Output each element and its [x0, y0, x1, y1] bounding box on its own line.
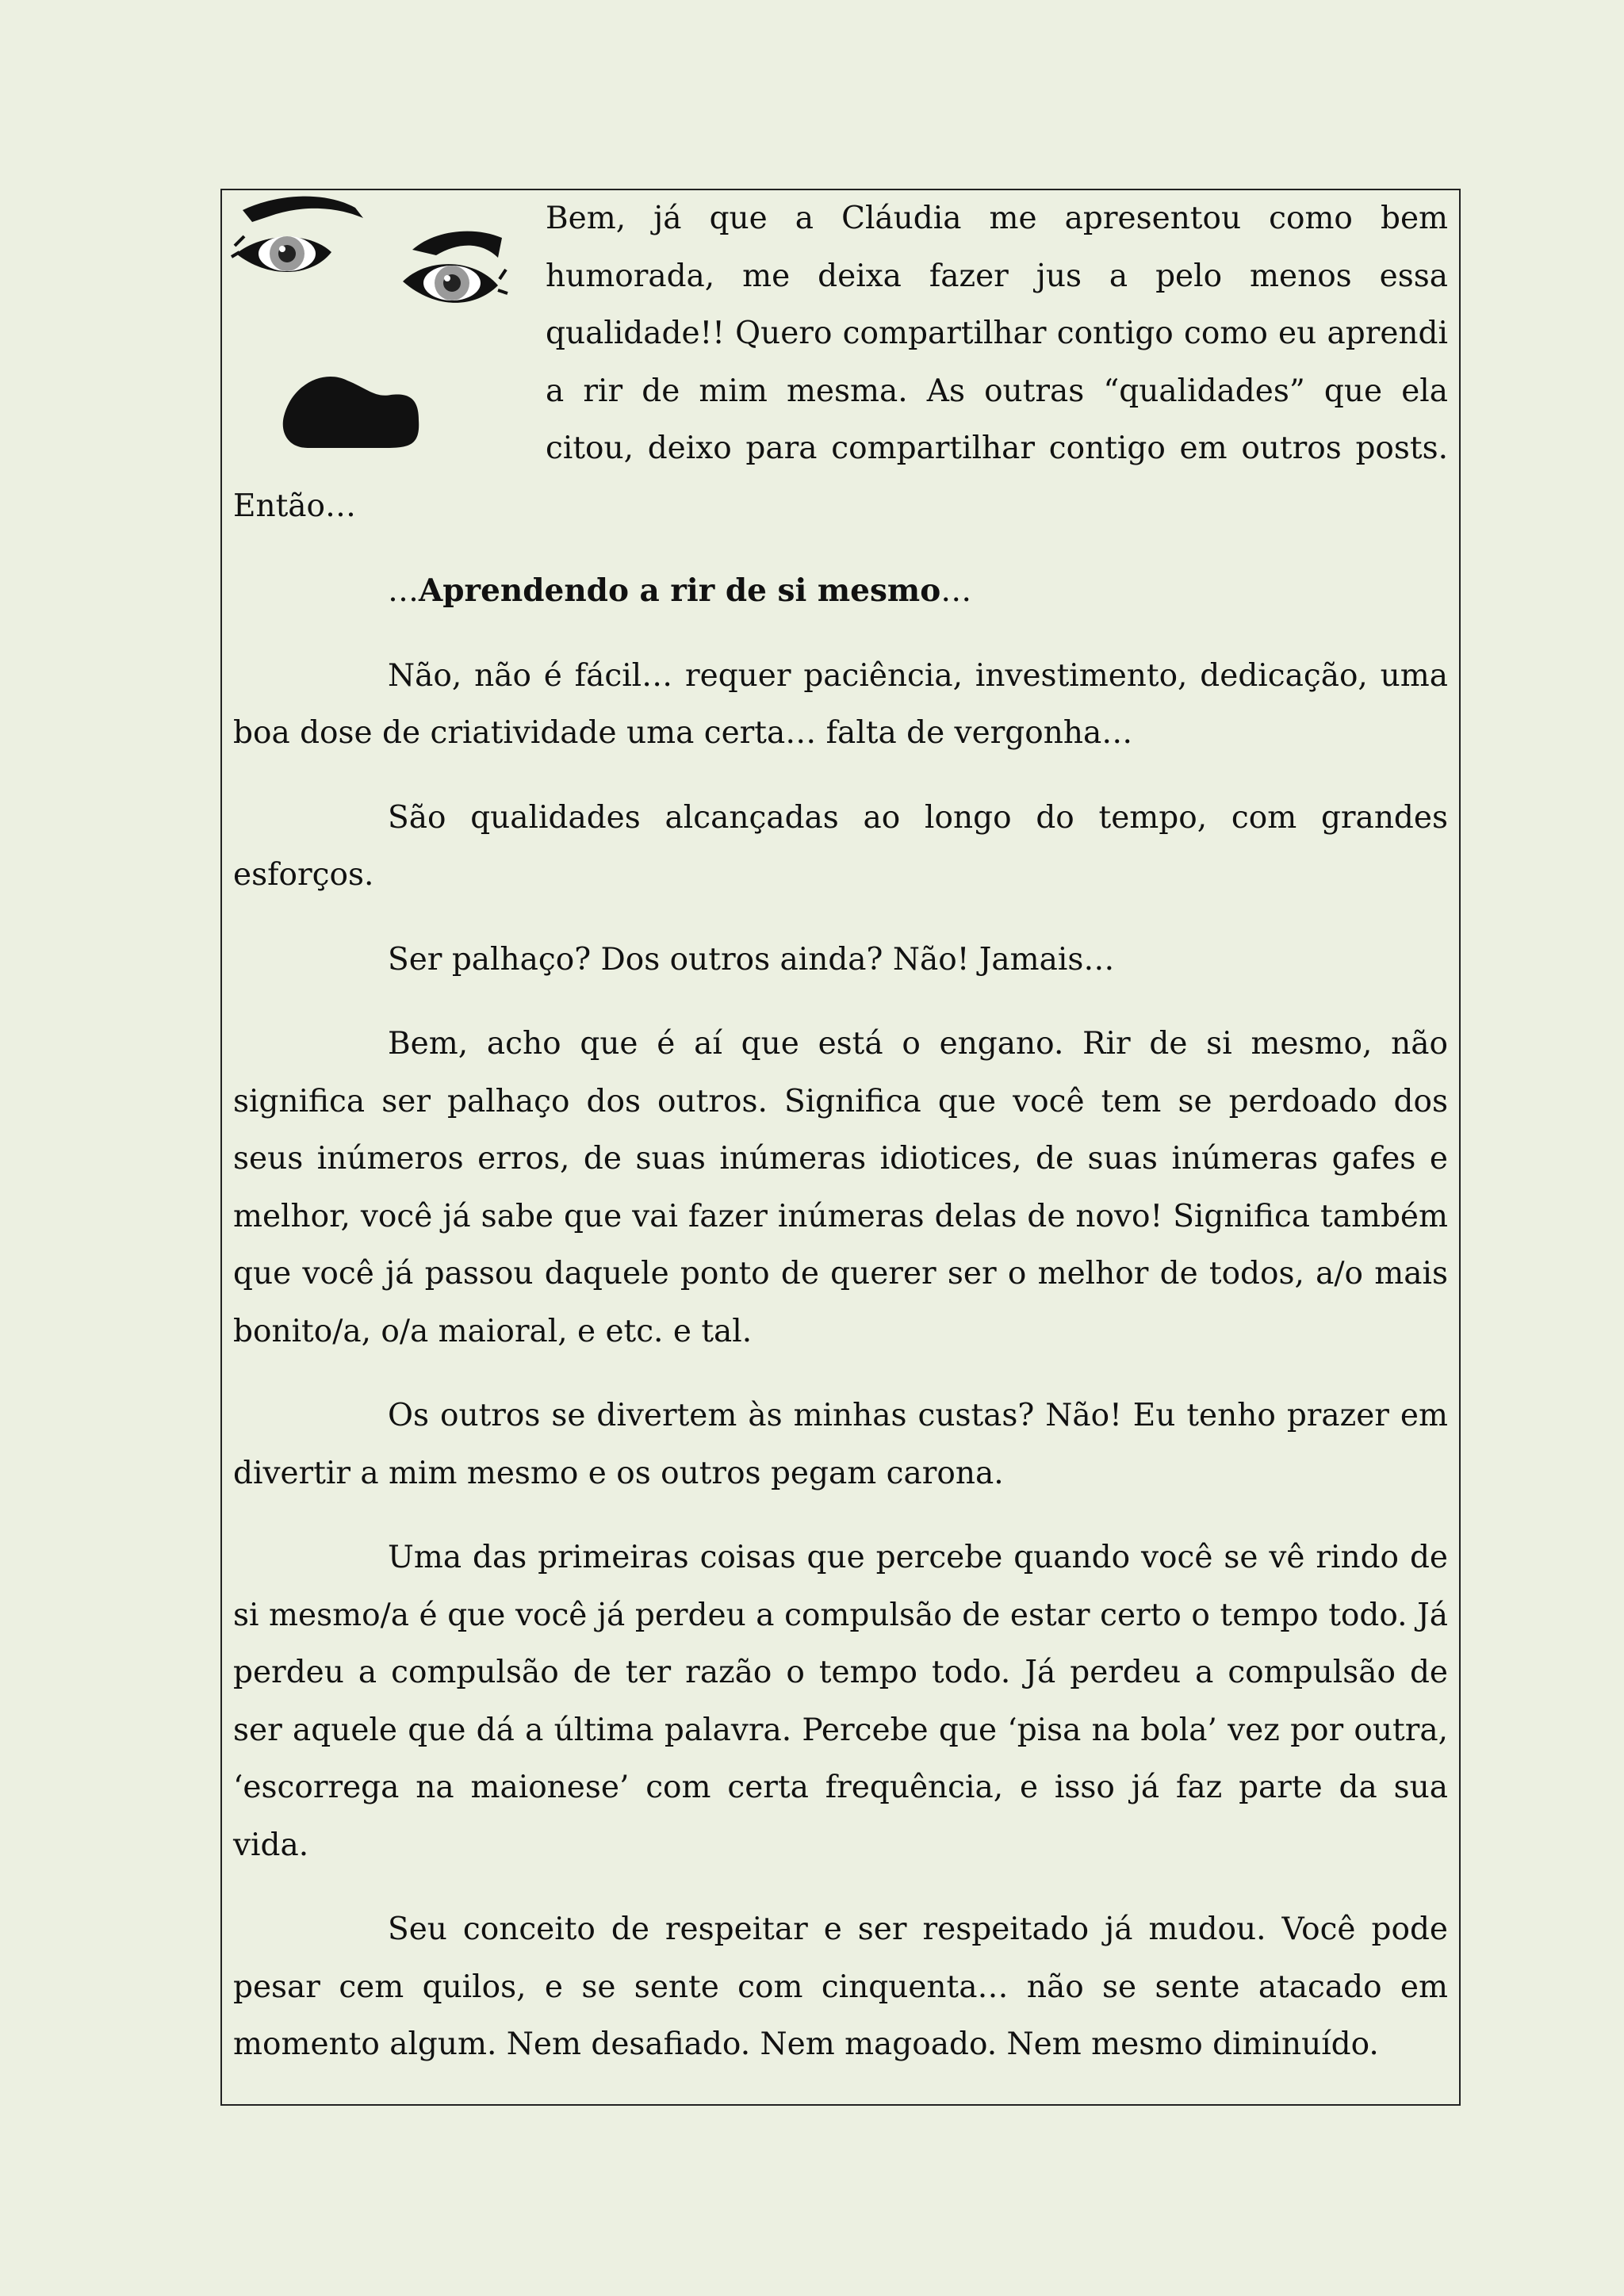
document-frame — [220, 189, 1461, 2106]
cartoon-face-illustration — [228, 190, 546, 460]
right-eyebrow-icon — [412, 232, 502, 258]
paragraph-6: Uma das primeiras coisas que percebe quando você se vê rindo de si mesmo/a é que você já perdeu a compulsão de estar certo o tempo todo. Já perdeu a compulsão de ter razão o tempo todo. Já perdeu a compulsão de ser aquele que dá a última palavra. Percebe que ‘pisa na bola’ vez por outra, ‘escorrega na maionese’ com certa frequência, e isso já faz parte da sua vida. — [233, 1540, 1448, 1863]
heading-bold-text: Aprendendo a rir de si mesmo — [419, 572, 941, 609]
paragraph-5: Os outros se divertem às minhas custas? Não! Eu tenho prazer em divertir a mim mesmo e os outros pegam carona. — [233, 1398, 1448, 1491]
heading-suffix: … — [940, 573, 972, 609]
paragraph-1: Não, não é fácil… requer paciência, investimento, dedicação, uma boa dose de criatividade uma certa… falta de vergonha… — [233, 657, 1448, 751]
intro-paragraph: Bem, já que a Cláudia me apresentou como bem humorada, me deixa fazer jus a pelo menos essa qualidade!! Quero compartilhar contigo como eu aprendi a rir de mim mesma. As outras “qualidades” que ela citou, deixo para compartilhar contigo em outros posts. Então… — [233, 201, 1448, 524]
nose-icon — [283, 377, 419, 448]
article-heading — [233, 562, 1448, 621]
paragraph-7: Seu conceito de respeitar e ser respeitado já mudou. Você pode pesar cem quilos, e se sente com cinquenta… não se sente atacado em momento algum. Nem desafiado. Nem magoado. Nem mesmo diminuído. — [233, 1911, 1448, 2062]
paragraph-3: Ser palhaço? Dos outros ainda? Não! Jamais… — [388, 941, 1115, 978]
paragraph-2: São qualidades alcançadas ao longo do tempo, com grandes esforços. — [233, 799, 1448, 893]
right-eye-icon — [403, 264, 508, 303]
left-eyebrow-icon — [243, 197, 363, 222]
heading-prefix: … — [388, 573, 419, 609]
paragraph-4: Bem, acho que é aí que está o engano. Rir de si mesmo, não significa ser palhaço dos outros. Significa que você tem se perdoado dos seus inúmeros erros, de suas inúmeras idiotices, de suas inúmeras gafes e melhor, você já sabe que vai fazer inúmeras delas de novo! Significa também que você já passou daquele ponto de querer ser o melhor de todos, a/o mais bonito/a, o/a maioral, e etc. e tal. — [233, 1026, 1448, 1349]
left-eye-icon — [232, 236, 331, 272]
